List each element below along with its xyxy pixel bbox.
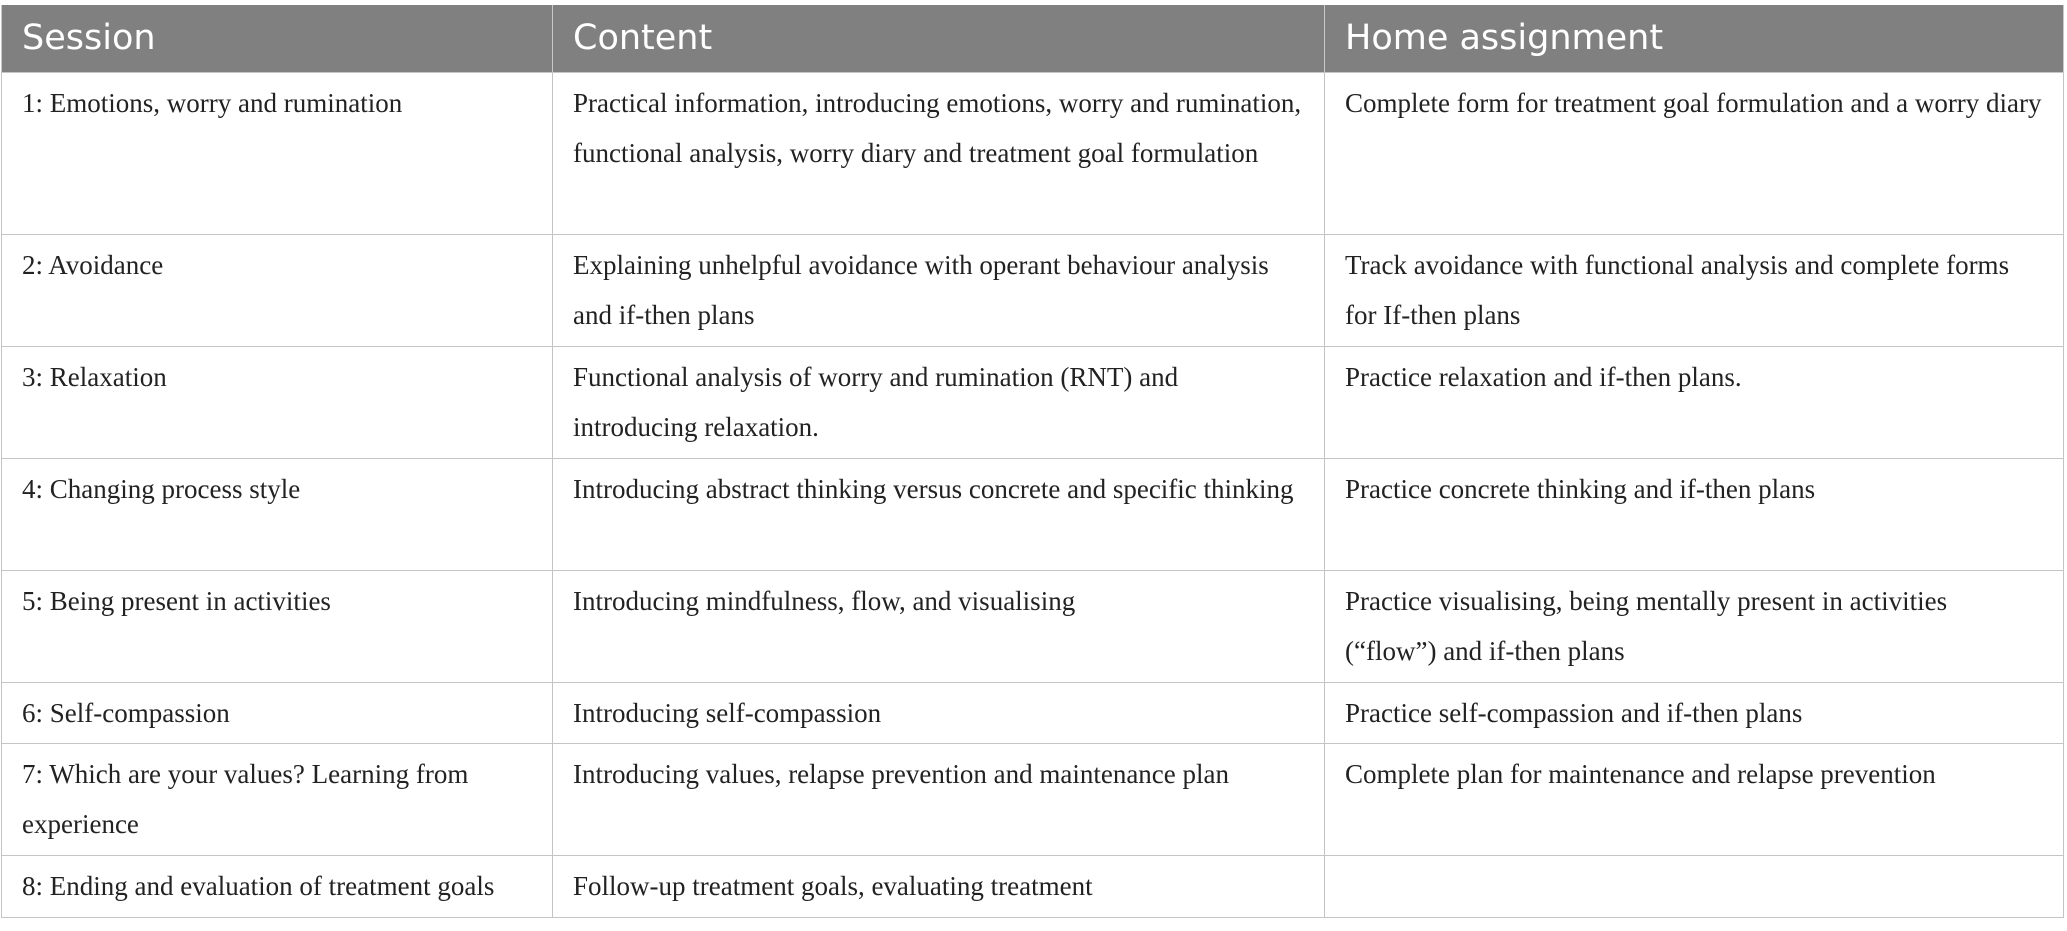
table-row	[2, 72, 2064, 234]
table-row	[2, 743, 2064, 855]
content-cell: Explaining unhelpful avoidance with operant behaviour analysis and if-then plans	[553, 234, 1325, 346]
table-header-row	[2, 5, 2064, 72]
session-cell: 2: Avoidance	[2, 234, 553, 346]
table-row	[2, 458, 2064, 570]
home-assignment-cell: Practice self-compassion and if-then plans	[1325, 682, 2064, 743]
column-header-session: Session	[2, 5, 553, 72]
session-cell: 3: Relaxation	[2, 346, 553, 458]
content-cell: Follow-up treatment goals, evaluating treatment	[553, 855, 1325, 917]
table-row	[2, 346, 2064, 458]
sessions-table	[1, 5, 2064, 918]
session-cell: 5: Being present in activities	[2, 570, 553, 682]
table-row	[2, 570, 2064, 682]
session-cell: 1: Emotions, worry and rumination	[2, 72, 553, 234]
home-assignment-cell: Track avoidance with functional analysis and complete forms for If-then plans	[1325, 234, 2064, 346]
column-header-home-assignment: Home assignment	[1325, 5, 2064, 72]
content-cell: Introducing mindfulness, flow, and visualising	[553, 570, 1325, 682]
content-cell: Functional analysis of worry and rumination (RNT) and introducing relaxation.	[553, 346, 1325, 458]
session-cell: 7: Which are your values? Learning from experience	[2, 743, 553, 855]
content-cell: Introducing values, relapse prevention and maintenance plan	[553, 743, 1325, 855]
home-assignment-cell: Complete plan for maintenance and relapse prevention	[1325, 743, 2064, 855]
content-cell: Introducing abstract thinking versus concrete and specific thinking	[553, 458, 1325, 570]
table-row	[2, 855, 2064, 917]
content-cell: Introducing self-compassion	[553, 682, 1325, 743]
home-assignment-cell: Practice relaxation and if-then plans.	[1325, 346, 2064, 458]
home-assignment-cell: Complete form for treatment goal formulation and a worry diary	[1325, 72, 2064, 234]
column-header-content: Content	[553, 5, 1325, 72]
table-row	[2, 682, 2064, 743]
home-assignment-cell: Practice concrete thinking and if-then plans	[1325, 458, 2064, 570]
content-cell: Practical information, introducing emotions, worry and rumination, functional analysis, worry diary and treatment goal formulation	[553, 72, 1325, 234]
session-cell: 8: Ending and evaluation of treatment goals	[2, 855, 553, 917]
home-assignment-cell: Practice visualising, being mentally present in activities (“flow”) and if-then plans	[1325, 570, 2064, 682]
session-cell: 6: Self-compassion	[2, 682, 553, 743]
session-cell: 4: Changing process style	[2, 458, 553, 570]
home-assignment-cell	[1325, 855, 2064, 917]
table-row	[2, 234, 2064, 346]
